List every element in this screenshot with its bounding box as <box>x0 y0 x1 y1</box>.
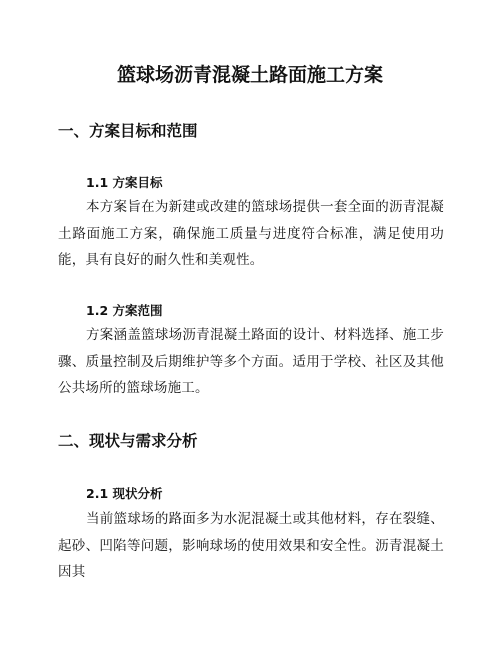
paragraph-status: 当前篮球场的路面多为水泥混凝土或其他材料，存在裂缝、起砂、凹陷等问题，影响球场的使用效果和安全性。沥青混凝土因其 <box>58 511 444 580</box>
paragraph-goals: 本方案旨在为新建或改建的篮球场提供一套全面的沥青混凝土路面施工方案，确保施工质量与进度符合标准，满足使用功能，具有良好的耐久性和美观性。 <box>58 199 444 268</box>
subsection-heading-scope: 1.2 方案范围 <box>86 303 163 318</box>
subsection-heading-status: 2.1 现状分析 <box>86 486 163 501</box>
section-heading-status-needs: 二、现状与需求分析 <box>58 432 198 450</box>
document-title: 篮球场沥青混凝土路面施工方案 <box>116 64 383 86</box>
subsection-heading-goals: 1.1 方案目标 <box>86 175 163 190</box>
section-heading-goals-scope: 一、方案目标和范围 <box>58 122 198 140</box>
paragraph-scope: 方案涵盖篮球场沥青混凝土路面的设计、材料选择、施工步骤、质量控制及后期维护等多个方面。适用于学校、社区及其他公共场所的篮球场施工。 <box>58 327 444 396</box>
